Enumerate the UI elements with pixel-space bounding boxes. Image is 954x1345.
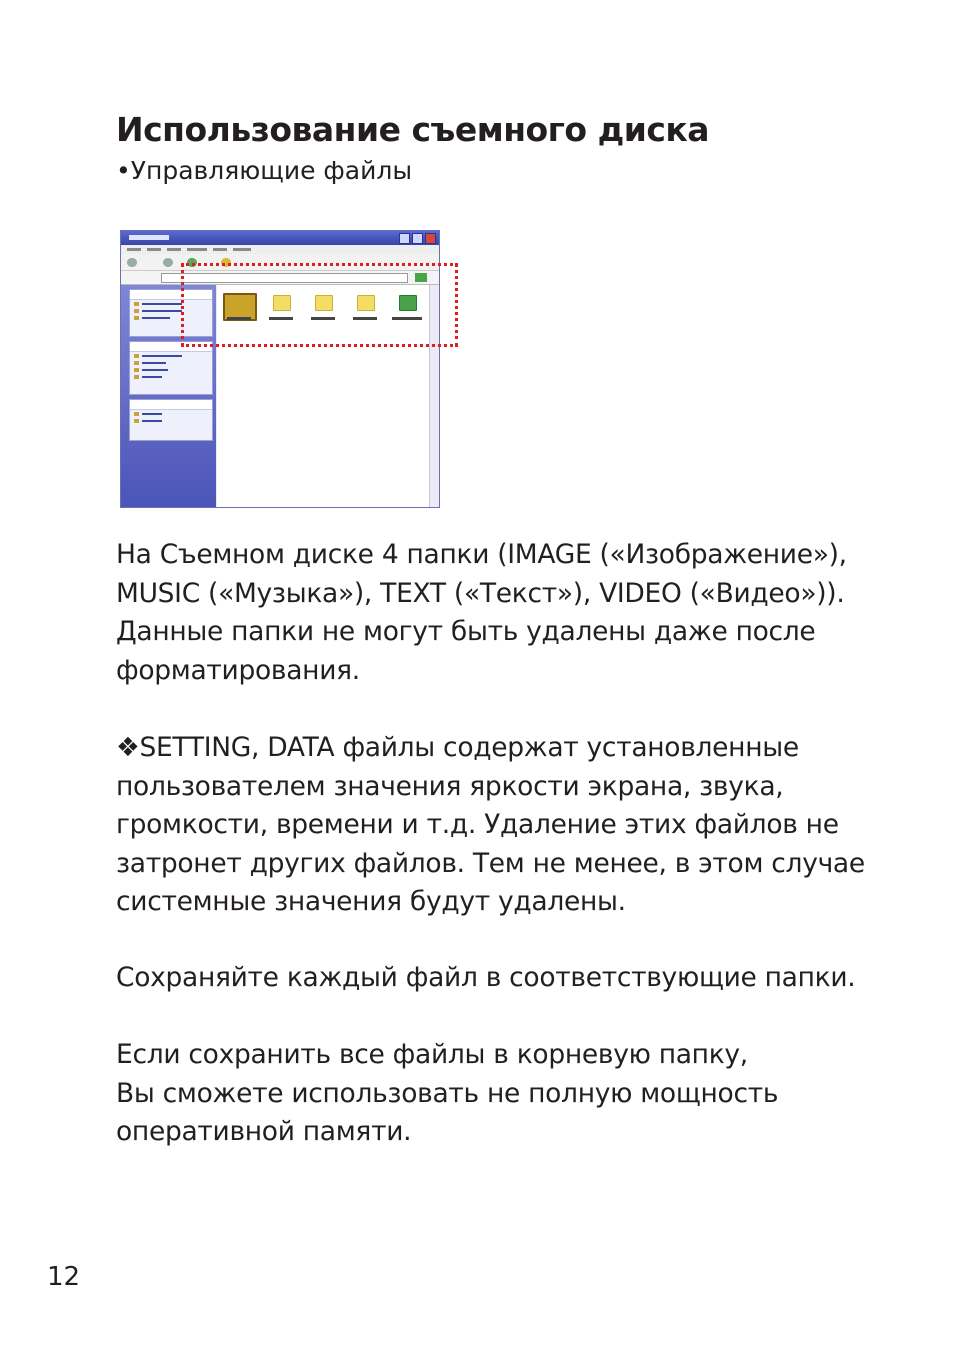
minimize-icon <box>399 233 410 244</box>
settings-note-paragraph: ❖SETTING, DATA файлы содержат установленные пользователем значения яркости экрана, звука, громкости, времени и т.д. Удаление этих файлов не затронет других файлов. Тем не менее, в этом случае системные значения будут удалены. <box>116 732 865 917</box>
window-titlebar <box>121 231 439 245</box>
section-subtitle: •Управляющие файлы <box>116 156 413 185</box>
root-folder-paragraph: Если сохранить все файлы в корневую папку, Вы сможете использовать не полную мощность оперативной памяти. <box>116 1039 779 1147</box>
page-title: Использование съемного диска <box>116 110 710 149</box>
save-advice-paragraph: Сохраняйте каждый файл в соответствующие папки. <box>116 962 856 993</box>
highlight-frame <box>181 263 458 347</box>
explorer-screenshot <box>120 230 440 508</box>
page-number: 12 <box>47 1262 81 1292</box>
menu-bar <box>121 245 439 254</box>
close-icon <box>425 233 436 244</box>
forward-icon <box>163 258 173 267</box>
folders-paragraph: На Съемном диске 4 папки (IMAGE («Изображение»), MUSIC («Музыка»), TEXT («Текст»), VIDEO («Видео»)). Данные папки не могут быть удалены даже после форматирования. <box>116 539 847 686</box>
maximize-icon <box>412 233 423 244</box>
back-icon <box>127 258 137 267</box>
